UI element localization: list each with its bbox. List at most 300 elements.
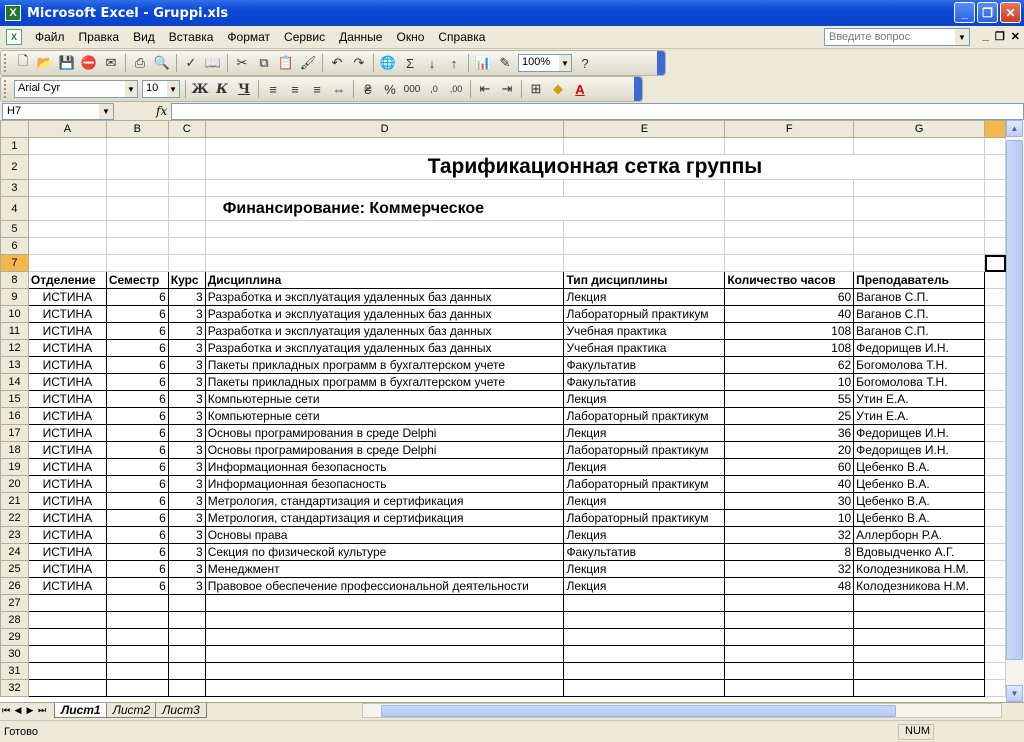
- header-cell[interactable]: Семестр: [106, 272, 168, 289]
- course-cell[interactable]: 3: [168, 493, 205, 510]
- row-header[interactable]: 21: [1, 493, 29, 510]
- permission-icon[interactable]: ⛔: [80, 55, 98, 70]
- teacher-cell[interactable]: Утин Е.А.: [854, 391, 985, 408]
- cell[interactable]: [985, 442, 1006, 459]
- scroll-up-icon[interactable]: ▲: [1006, 120, 1023, 137]
- cell[interactable]: [28, 221, 106, 238]
- discipline-cell[interactable]: Разработка и эксплуатация удаленных баз данных: [205, 340, 564, 357]
- cell[interactable]: [985, 138, 1006, 155]
- cell[interactable]: [564, 595, 725, 612]
- discipline-cell[interactable]: Основы програмирования в среде Delphi: [205, 425, 564, 442]
- cell[interactable]: [106, 646, 168, 663]
- comma-style-icon[interactable]: 000: [403, 83, 421, 95]
- cell[interactable]: [854, 255, 985, 272]
- cell[interactable]: [28, 680, 106, 697]
- financing-label[interactable]: Финансирование: Коммерческое: [205, 197, 725, 221]
- hours-cell[interactable]: 40: [725, 306, 854, 323]
- sort-descending-icon[interactable]: ↑: [450, 55, 458, 71]
- cell[interactable]: [564, 180, 725, 197]
- cell[interactable]: [985, 272, 1006, 289]
- row-header[interactable]: 28: [1, 612, 29, 629]
- horizontal-scrollbar[interactable]: [362, 703, 1002, 718]
- department-cell[interactable]: ИСТИНА: [28, 374, 106, 391]
- discipline-type-cell[interactable]: Факультатив: [564, 374, 725, 391]
- cell[interactable]: [205, 680, 564, 697]
- row-header[interactable]: 16: [1, 408, 29, 425]
- discipline-cell[interactable]: Пакеты прикладных программ в бухгалтерском учете: [205, 374, 564, 391]
- discipline-cell[interactable]: Разработка и эксплуатация удаленных баз данных: [205, 289, 564, 306]
- course-cell[interactable]: 3: [168, 323, 205, 340]
- hours-cell[interactable]: 25: [725, 408, 854, 425]
- row-header[interactable]: 22: [1, 510, 29, 527]
- column-header-h[interactable]: [985, 121, 1006, 138]
- discipline-type-cell[interactable]: Лекция: [564, 459, 725, 476]
- discipline-type-cell[interactable]: Лекция: [564, 425, 725, 442]
- cell[interactable]: [985, 391, 1006, 408]
- autosum-icon[interactable]: Σ: [405, 55, 415, 71]
- department-cell[interactable]: ИСТИНА: [28, 323, 106, 340]
- teacher-cell[interactable]: Цебенко В.А.: [854, 493, 985, 510]
- cell[interactable]: [28, 197, 106, 221]
- hours-cell[interactable]: 10: [725, 374, 854, 391]
- cell[interactable]: [985, 425, 1006, 442]
- cell[interactable]: [985, 374, 1006, 391]
- chart-wizard-icon[interactable]: 📊: [474, 55, 492, 70]
- cell[interactable]: [168, 155, 205, 180]
- cell[interactable]: [106, 680, 168, 697]
- hours-cell[interactable]: 108: [725, 340, 854, 357]
- cell[interactable]: [28, 646, 106, 663]
- row-header[interactable]: 26: [1, 578, 29, 595]
- department-cell[interactable]: ИСТИНА: [28, 391, 106, 408]
- percent-icon[interactable]: %: [384, 81, 396, 97]
- discipline-type-cell[interactable]: Лекция: [564, 578, 725, 595]
- discipline-type-cell[interactable]: Лекция: [564, 493, 725, 510]
- column-header[interactable]: D: [205, 121, 564, 138]
- cell[interactable]: [985, 561, 1006, 578]
- cell[interactable]: [725, 663, 854, 680]
- discipline-type-cell[interactable]: Лабораторный практикум: [564, 408, 725, 425]
- semester-cell[interactable]: 6: [106, 442, 168, 459]
- discipline-type-cell[interactable]: Учебная практика: [564, 323, 725, 340]
- hours-cell[interactable]: 60: [725, 459, 854, 476]
- cell[interactable]: [205, 663, 564, 680]
- cell[interactable]: [168, 255, 205, 272]
- discipline-cell[interactable]: Компьютерные сети: [205, 408, 564, 425]
- course-cell[interactable]: 3: [168, 510, 205, 527]
- cell[interactable]: [564, 646, 725, 663]
- cell[interactable]: [106, 180, 168, 197]
- row-header[interactable]: 10: [1, 306, 29, 323]
- cell[interactable]: [985, 459, 1006, 476]
- cell[interactable]: [205, 255, 564, 272]
- formula-input[interactable]: [171, 103, 1024, 120]
- row-header[interactable]: 27: [1, 595, 29, 612]
- teacher-cell[interactable]: Федорищев И.Н.: [854, 425, 985, 442]
- cell[interactable]: [168, 238, 205, 255]
- semester-cell[interactable]: 6: [106, 527, 168, 544]
- toolbar-options-icon[interactable]: [634, 77, 642, 101]
- department-cell[interactable]: ИСТИНА: [28, 340, 106, 357]
- teacher-cell[interactable]: Колодезникова Н.М.: [854, 561, 985, 578]
- header-cell[interactable]: Тип дисциплины: [564, 272, 725, 289]
- teacher-cell[interactable]: Цебенко В.А.: [854, 459, 985, 476]
- cell[interactable]: [564, 221, 725, 238]
- sheet-tab-1[interactable]: Лист1: [54, 703, 108, 718]
- next-sheet-icon[interactable]: ▶: [26, 705, 34, 715]
- cell[interactable]: [725, 680, 854, 697]
- discipline-cell[interactable]: Секция по физической культуре: [205, 544, 564, 561]
- horizontal-scroll-thumb[interactable]: [381, 705, 896, 717]
- cell[interactable]: [106, 238, 168, 255]
- semester-cell[interactable]: 6: [106, 323, 168, 340]
- semester-cell[interactable]: 6: [106, 561, 168, 578]
- decrease-decimal-icon[interactable]: ,00: [449, 84, 463, 94]
- cell[interactable]: [854, 646, 985, 663]
- cell[interactable]: [564, 138, 725, 155]
- menu-window[interactable]: Окно: [396, 30, 425, 44]
- teacher-cell[interactable]: Колодезникова Н.М.: [854, 578, 985, 595]
- cell[interactable]: [985, 323, 1006, 340]
- email-icon[interactable]: ✉: [105, 55, 117, 70]
- row-header[interactable]: 3: [1, 180, 29, 197]
- semester-cell[interactable]: 6: [106, 476, 168, 493]
- teacher-cell[interactable]: Богомолова Т.Н.: [854, 357, 985, 374]
- teacher-cell[interactable]: Аллерборн Р.А.: [854, 527, 985, 544]
- align-center-icon[interactable]: ≡: [291, 81, 299, 97]
- cell[interactable]: [28, 663, 106, 680]
- cell[interactable]: [985, 180, 1006, 197]
- column-header[interactable]: B: [106, 121, 168, 138]
- new-icon[interactable]: 🗋: [17, 53, 29, 68]
- first-sheet-icon[interactable]: ⏮: [1, 705, 11, 715]
- cell[interactable]: [205, 595, 564, 612]
- row-header[interactable]: 9: [1, 289, 29, 306]
- decrease-indent-icon[interactable]: ⇤: [479, 81, 491, 96]
- hours-cell[interactable]: 30: [725, 493, 854, 510]
- teacher-cell[interactable]: Ваганов С.П.: [854, 306, 985, 323]
- hours-cell[interactable]: 20: [725, 442, 854, 459]
- workbook-close-button[interactable]: ✕: [1010, 31, 1020, 43]
- cell[interactable]: [168, 612, 205, 629]
- cell[interactable]: [168, 221, 205, 238]
- department-cell[interactable]: ИСТИНА: [28, 357, 106, 374]
- cell[interactable]: [725, 646, 854, 663]
- cell[interactable]: [168, 138, 205, 155]
- cut-icon[interactable]: ✂: [236, 55, 248, 70]
- currency-icon[interactable]: ₴: [364, 81, 372, 97]
- increase-indent-icon[interactable]: ⇥: [501, 81, 513, 96]
- cell[interactable]: [725, 197, 854, 221]
- open-icon[interactable]: 📂: [36, 55, 54, 70]
- cell[interactable]: [28, 595, 106, 612]
- cell[interactable]: [205, 138, 564, 155]
- menu-help[interactable]: Справка: [438, 30, 486, 44]
- cell[interactable]: [106, 155, 168, 180]
- bold-button[interactable]: Ж: [191, 81, 209, 97]
- cell[interactable]: [854, 680, 985, 697]
- cell[interactable]: [168, 180, 205, 197]
- row-header[interactable]: 23: [1, 527, 29, 544]
- chevron-down-icon[interactable]: ▼: [99, 104, 113, 119]
- cell[interactable]: [985, 289, 1006, 306]
- chevron-down-icon[interactable]: ▼: [559, 55, 571, 71]
- department-cell[interactable]: ИСТИНА: [28, 306, 106, 323]
- course-cell[interactable]: 3: [168, 425, 205, 442]
- hyperlink-icon[interactable]: 🌐: [379, 55, 397, 70]
- discipline-type-cell[interactable]: Лабораторный практикум: [564, 306, 725, 323]
- teacher-cell[interactable]: Цебенко В.А.: [854, 510, 985, 527]
- course-cell[interactable]: 3: [168, 340, 205, 357]
- course-cell[interactable]: 3: [168, 306, 205, 323]
- row-header[interactable]: 17: [1, 425, 29, 442]
- underline-button[interactable]: Ч: [238, 81, 250, 97]
- discipline-type-cell[interactable]: Лабораторный практикум: [564, 510, 725, 527]
- cell[interactable]: [106, 612, 168, 629]
- cell[interactable]: [854, 595, 985, 612]
- column-header[interactable]: G: [854, 121, 985, 138]
- discipline-cell[interactable]: Метрология, стандартизация и сертификация: [205, 493, 564, 510]
- toolbar-grip[interactable]: [4, 54, 8, 72]
- semester-cell[interactable]: 6: [106, 544, 168, 561]
- last-sheet-icon[interactable]: ⏭: [37, 705, 47, 715]
- hours-cell[interactable]: 60: [725, 289, 854, 306]
- cell[interactable]: [985, 527, 1006, 544]
- hours-cell[interactable]: 10: [725, 510, 854, 527]
- merge-center-icon[interactable]: ⇔: [332, 81, 346, 97]
- toolbar-grip[interactable]: [4, 80, 8, 98]
- hours-cell[interactable]: 8: [725, 544, 854, 561]
- print-preview-icon[interactable]: 🔍: [153, 55, 171, 70]
- department-cell[interactable]: ИСТИНА: [28, 510, 106, 527]
- course-cell[interactable]: 3: [168, 527, 205, 544]
- department-cell[interactable]: ИСТИНА: [28, 442, 106, 459]
- prev-sheet-icon[interactable]: ◀: [14, 705, 22, 715]
- course-cell[interactable]: 3: [168, 391, 205, 408]
- department-cell[interactable]: ИСТИНА: [28, 578, 106, 595]
- department-cell[interactable]: ИСТИНА: [28, 408, 106, 425]
- ask-question-input[interactable]: [824, 28, 970, 46]
- help-icon[interactable]: ?: [581, 55, 589, 71]
- department-cell[interactable]: ИСТИНА: [28, 527, 106, 544]
- selected-cell-h7[interactable]: [985, 255, 1006, 272]
- cell[interactable]: [985, 612, 1006, 629]
- hours-cell[interactable]: 36: [725, 425, 854, 442]
- discipline-cell[interactable]: Менеджмент: [205, 561, 564, 578]
- cell[interactable]: [985, 155, 1006, 180]
- teacher-cell[interactable]: Федорищев И.Н.: [854, 442, 985, 459]
- course-cell[interactable]: 3: [168, 476, 205, 493]
- cell[interactable]: [564, 612, 725, 629]
- menu-tools[interactable]: Сервис: [284, 30, 326, 44]
- cell[interactable]: [985, 238, 1006, 255]
- column-header[interactable]: C: [168, 121, 205, 138]
- cell[interactable]: [985, 221, 1006, 238]
- cell[interactable]: [985, 340, 1006, 357]
- discipline-type-cell[interactable]: Лекция: [564, 527, 725, 544]
- hours-cell[interactable]: 32: [725, 527, 854, 544]
- hours-cell[interactable]: 40: [725, 476, 854, 493]
- chevron-down-icon[interactable]: ▼: [125, 81, 137, 97]
- cell[interactable]: [168, 680, 205, 697]
- row-header[interactable]: 24: [1, 544, 29, 561]
- cell[interactable]: [985, 357, 1006, 374]
- column-header[interactable]: E: [564, 121, 725, 138]
- sheet-title[interactable]: Тарификационная сетка группы: [205, 155, 984, 180]
- course-cell[interactable]: 3: [168, 408, 205, 425]
- hours-cell[interactable]: 32: [725, 561, 854, 578]
- semester-cell[interactable]: 6: [106, 459, 168, 476]
- minimize-button[interactable]: _: [954, 2, 975, 23]
- fill-color-icon[interactable]: ◆: [553, 81, 563, 96]
- redo-icon[interactable]: ↷: [353, 55, 365, 70]
- cell[interactable]: [985, 493, 1006, 510]
- row-header[interactable]: 31: [1, 663, 29, 680]
- discipline-type-cell[interactable]: Лекция: [564, 561, 725, 578]
- borders-icon[interactable]: ⊞: [530, 81, 542, 96]
- undo-icon[interactable]: ↶: [331, 55, 343, 70]
- font-size-select[interactable]: [142, 80, 180, 98]
- course-cell[interactable]: 3: [168, 357, 205, 374]
- semester-cell[interactable]: 6: [106, 374, 168, 391]
- discipline-cell[interactable]: Информационная безопасность: [205, 476, 564, 493]
- cell[interactable]: [985, 680, 1006, 697]
- cell[interactable]: [564, 255, 725, 272]
- cell[interactable]: [205, 238, 564, 255]
- header-cell[interactable]: Отделение: [28, 272, 106, 289]
- cell[interactable]: [564, 663, 725, 680]
- sheet-tab-2[interactable]: Лист2: [106, 703, 158, 718]
- scroll-down-icon[interactable]: ▼: [1006, 685, 1023, 702]
- teacher-cell[interactable]: Богомолова Т.Н.: [854, 374, 985, 391]
- discipline-type-cell[interactable]: Лабораторный практикум: [564, 476, 725, 493]
- cell[interactable]: [985, 578, 1006, 595]
- hours-cell[interactable]: 108: [725, 323, 854, 340]
- row-header[interactable]: 4: [1, 197, 29, 221]
- sheet-tab-3[interactable]: Лист3: [155, 703, 207, 718]
- row-header[interactable]: 14: [1, 374, 29, 391]
- name-box[interactable]: [2, 103, 114, 120]
- cell[interactable]: [28, 180, 106, 197]
- row-header[interactable]: 25: [1, 561, 29, 578]
- cell[interactable]: [106, 663, 168, 680]
- hours-cell[interactable]: 55: [725, 391, 854, 408]
- course-cell[interactable]: 3: [168, 561, 205, 578]
- cell[interactable]: [205, 221, 564, 238]
- cell[interactable]: [985, 595, 1006, 612]
- align-right-icon[interactable]: ≡: [313, 81, 321, 97]
- menu-format[interactable]: Формат: [227, 30, 271, 44]
- course-cell[interactable]: 3: [168, 442, 205, 459]
- teacher-cell[interactable]: Цебенко В.А.: [854, 476, 985, 493]
- format-painter-icon[interactable]: 🖌: [299, 55, 317, 70]
- row-header[interactable]: 13: [1, 357, 29, 374]
- cell[interactable]: [205, 612, 564, 629]
- cell[interactable]: [725, 629, 854, 646]
- cell[interactable]: [725, 255, 854, 272]
- discipline-type-cell[interactable]: Факультатив: [564, 544, 725, 561]
- row-header[interactable]: 15: [1, 391, 29, 408]
- discipline-cell[interactable]: Разработка и эксплуатация удаленных баз данных: [205, 306, 564, 323]
- hours-cell[interactable]: 62: [725, 357, 854, 374]
- paste-icon[interactable]: 📋: [277, 55, 295, 70]
- cell[interactable]: [28, 138, 106, 155]
- row-header[interactable]: 19: [1, 459, 29, 476]
- font-select[interactable]: [14, 80, 138, 98]
- row-header[interactable]: 20: [1, 476, 29, 493]
- close-button[interactable]: ✕: [1000, 2, 1021, 23]
- header-cell[interactable]: Преподаватель: [854, 272, 985, 289]
- cell[interactable]: [564, 238, 725, 255]
- course-cell[interactable]: 3: [168, 374, 205, 391]
- header-cell[interactable]: Дисциплина: [205, 272, 564, 289]
- cell[interactable]: [28, 238, 106, 255]
- discipline-type-cell[interactable]: Факультатив: [564, 357, 725, 374]
- menu-edit[interactable]: Правка: [78, 30, 120, 44]
- cell[interactable]: [106, 629, 168, 646]
- hours-cell[interactable]: 48: [725, 578, 854, 595]
- semester-cell[interactable]: 6: [106, 425, 168, 442]
- cell[interactable]: [168, 629, 205, 646]
- cell[interactable]: [854, 612, 985, 629]
- cell[interactable]: [985, 197, 1006, 221]
- discipline-cell[interactable]: Разработка и эксплуатация удаленных баз данных: [205, 323, 564, 340]
- teacher-cell[interactable]: Ваганов С.П.: [854, 323, 985, 340]
- font-color-icon[interactable]: A: [575, 81, 585, 97]
- cell[interactable]: [854, 663, 985, 680]
- row-header[interactable]: 1: [1, 138, 29, 155]
- discipline-type-cell[interactable]: Лекция: [564, 289, 725, 306]
- discipline-type-cell[interactable]: Лекция: [564, 391, 725, 408]
- discipline-cell[interactable]: Основы права: [205, 527, 564, 544]
- department-cell[interactable]: ИСТИНА: [28, 544, 106, 561]
- discipline-cell[interactable]: Информационная безопасность: [205, 459, 564, 476]
- cell[interactable]: [106, 221, 168, 238]
- discipline-cell[interactable]: Компьютерные сети: [205, 391, 564, 408]
- semester-cell[interactable]: 6: [106, 340, 168, 357]
- cell[interactable]: [985, 629, 1006, 646]
- increase-decimal-icon[interactable]: ,0: [430, 84, 438, 94]
- vertical-scroll-thumb[interactable]: [1006, 140, 1023, 660]
- menu-view[interactable]: Вид: [133, 30, 155, 44]
- cell[interactable]: [106, 255, 168, 272]
- spelling-icon[interactable]: ✓: [185, 55, 197, 70]
- cell[interactable]: [725, 221, 854, 238]
- save-icon[interactable]: 💾: [58, 55, 76, 70]
- cell[interactable]: [725, 612, 854, 629]
- restore-button[interactable]: ❐: [977, 2, 998, 23]
- workbook-icon[interactable]: X: [6, 29, 22, 45]
- cell[interactable]: [168, 595, 205, 612]
- print-icon[interactable]: ⎙: [134, 55, 146, 70]
- semester-cell[interactable]: 6: [106, 493, 168, 510]
- semester-cell[interactable]: 6: [106, 510, 168, 527]
- discipline-type-cell[interactable]: Учебная практика: [564, 340, 725, 357]
- teacher-cell[interactable]: Утин Е.А.: [854, 408, 985, 425]
- department-cell[interactable]: ИСТИНА: [28, 459, 106, 476]
- select-all-corner[interactable]: [1, 121, 29, 138]
- cell[interactable]: [985, 306, 1006, 323]
- cell[interactable]: [28, 629, 106, 646]
- department-cell[interactable]: ИСТИНА: [28, 493, 106, 510]
- chevron-down-icon[interactable]: ▼: [167, 81, 179, 97]
- discipline-type-cell[interactable]: Лабораторный практикум: [564, 442, 725, 459]
- sort-ascending-icon[interactable]: ↓: [428, 55, 436, 71]
- department-cell[interactable]: ИСТИНА: [28, 425, 106, 442]
- cell[interactable]: [205, 629, 564, 646]
- teacher-cell[interactable]: Ваганов С.П.: [854, 289, 985, 306]
- cell[interactable]: [564, 629, 725, 646]
